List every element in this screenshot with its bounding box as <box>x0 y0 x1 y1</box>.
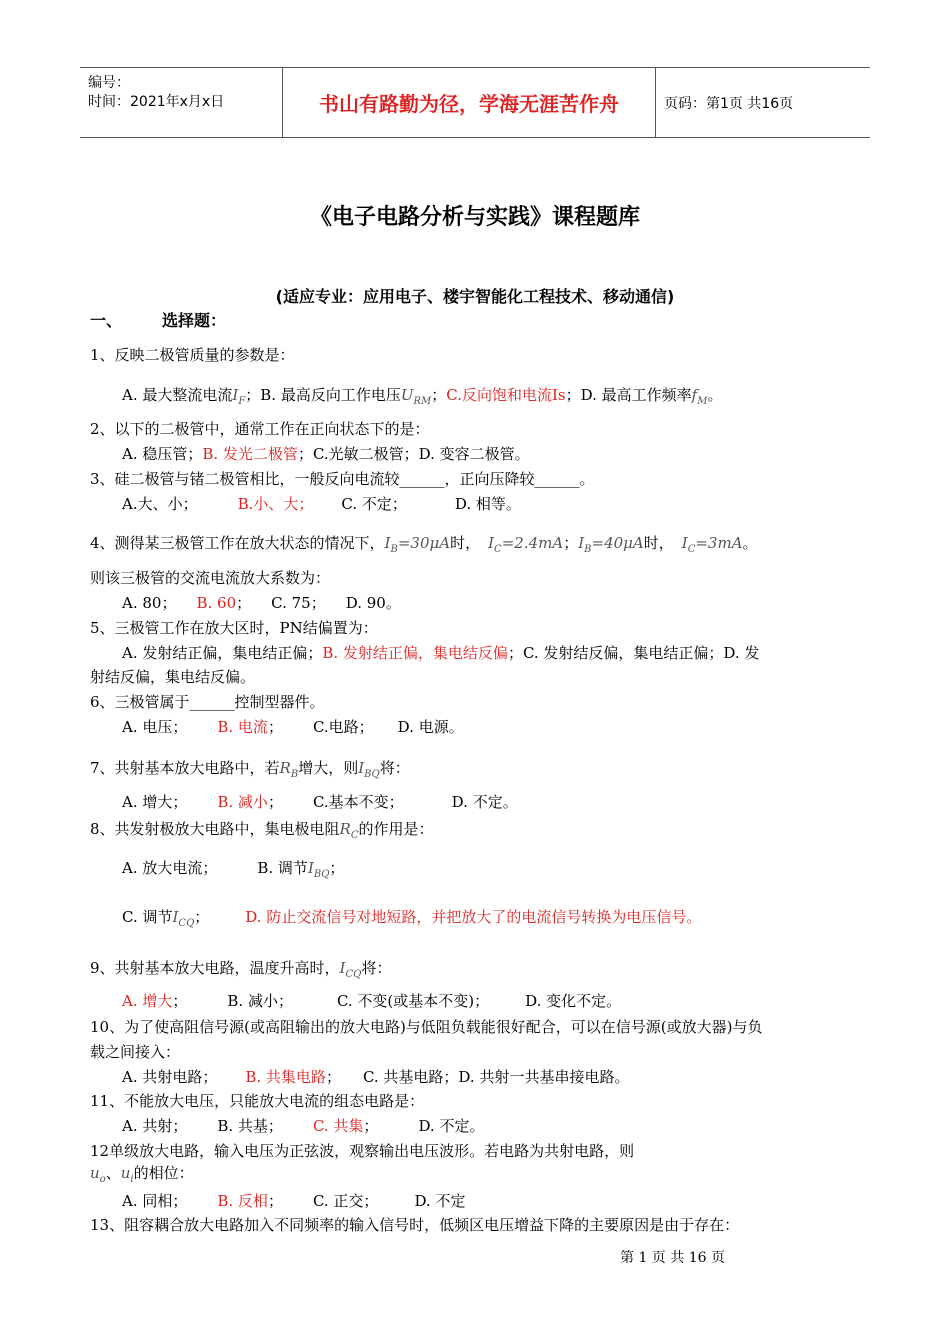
answer: B. 发光二极管 <box>202 445 298 463</box>
question-7: 7、共射基本放大电路中，若$R_B$增大，则$I_{BQ}$将： <box>90 759 410 780</box>
question-10: 10、为了使高阻信号源(或高阻输出的放大电路)与低阻负载能很好配合，可以在信号源(或放大器)与负 <box>90 1018 763 1036</box>
formula-urm: $U_{RM}$ <box>400 386 432 407</box>
formula-ic1: $I_C=2.4mA$ <box>488 534 564 555</box>
answer: B. 电流 <box>217 718 268 736</box>
formula-rc: $R_C$ <box>339 820 359 841</box>
formula-ib1: $I_B=30\mu A$ <box>384 534 451 555</box>
question-13: 13、阻容耦合放大电路加入不同频率的输入信号时，低频区电压增益下降的主要原因是由于存在： <box>90 1216 740 1234</box>
question-1-options: A. 最大整流电流$I_F$；B. 最高反向工作电压$U_{RM}$；C.反向饱和电流Is；D. 最高工作频率$f_M$。 <box>122 386 723 407</box>
answer: B. 反相 <box>217 1192 268 1210</box>
formula-fm: $f_M$ <box>691 386 708 407</box>
question-12-options: A. 同相； B. 反相； C. 正交； D. 不定 <box>122 1192 466 1210</box>
formula-uo: $u_o$ <box>90 1164 106 1185</box>
question-9-options: A. 增大； B. 减小； C. 不变(或基本不变)； D. 变化不定。 <box>122 992 622 1010</box>
formula-ui: $u_i$ <box>120 1164 134 1185</box>
question-4-cont: 则该三极管的交流电流放大系数为： <box>90 569 331 587</box>
question-8-options-ab: A. 放大电流； B. 调节$I_{BQ}$； <box>122 859 345 880</box>
question-10-cont: 载之间接入： <box>90 1043 181 1061</box>
page-title: 《电子电路分析与实践》课程题库 <box>309 205 640 230</box>
formula-ic2: $I_C=3mA$ <box>681 534 743 555</box>
question-8-options-cd: C. 调节$I_{CQ}$； D. 防止交流信号对地短路，并把放大了的电流信号转换为电压信号。 <box>122 908 702 929</box>
question-8: 8、共发射极放大电路中，集电极电阻$R_C$的作用是： <box>90 820 434 841</box>
question-7-options: A. 增大； B. 减小； C.基本不变； D. 不定。 <box>122 793 518 811</box>
page-subtitle: (适应专业：应用电子、楼宇智能化工程技术、移动通信) <box>275 287 675 306</box>
question-6-options: A. 电压； B. 电流； C.电路； D. 电源。 <box>122 718 464 736</box>
formula-if: $I_F$ <box>232 386 246 407</box>
question-2: 2、以下的二极管中，通常工作在正向状态下的是： <box>90 420 430 438</box>
question-5: 5、三极管工作在放大区时，PN结偏置为： <box>90 619 378 637</box>
page-footer: 第 1 页 共 16 页 <box>620 1250 725 1266</box>
formula-ibq: $I_{BQ}$ <box>307 859 330 880</box>
question-9: 9、共射基本放大电路，温度升高时，$I_{CQ}$将： <box>90 959 392 980</box>
question-12: 12单级放大电路，输入电压为正弦波，观察输出电压波形。若电路为共射电路，则 <box>90 1142 635 1160</box>
date-label: 时间：2021年x月x日 <box>88 94 225 110</box>
formula-ib2: $I_B=40\mu A$ <box>578 534 644 555</box>
answer: C.反向饱和电流Is <box>446 386 566 404</box>
answer: A. 增大 <box>122 992 173 1010</box>
number-label: 编号： <box>88 75 130 91</box>
question-4-options: A. 80； B. 60； C. 75； D. 90。 <box>122 594 401 612</box>
question-3-options: A.大、小； B.小、大； C. 不定； D. 相等。 <box>122 495 521 513</box>
question-3: 3、硅二极管与锗二极管相比，一般反向电流较______，正向压降较______。 <box>90 470 595 488</box>
page-header <box>80 67 870 138</box>
header-page-label: 页码：第1页 共16页 <box>664 95 794 112</box>
question-11-options: A. 共射； B. 共基； C. 共集； D. 不定。 <box>122 1117 485 1135</box>
question-6: 6、三极管属于______控制型器件。 <box>90 693 325 711</box>
question-1: 1、反映二极管质量的参数是： <box>90 346 295 364</box>
header-motto: 书山有路勤为径，学海无涯苦作舟 <box>282 68 656 137</box>
answer: D. 防止交流信号对地短路，并把放大了的电流信号转换为电压信号。 <box>245 908 702 926</box>
answer: B. 减小 <box>217 793 268 811</box>
question-5-cont: 射结反偏，集电结反偏。 <box>90 668 256 686</box>
answer: B. 共集电路 <box>245 1068 326 1086</box>
question-11: 11、不能放大电压，只能放大电流的组态电路是： <box>90 1092 425 1110</box>
question-10-options: A. 共射电路； B. 共集电路； C. 共基电路；D. 共射一共基串接电路。 <box>122 1068 630 1086</box>
question-12-cont: $u_o$、$u_i$的相位： <box>90 1164 194 1185</box>
formula-icq: $I_{CQ}$ <box>172 908 195 929</box>
answer: B. 60 <box>196 594 237 612</box>
section-heading: 一、 选择题： <box>90 311 227 330</box>
answer: C. 共集 <box>312 1117 364 1135</box>
header-meta <box>88 74 224 112</box>
answer: B.小、大； <box>237 495 314 513</box>
answer: B. 发射结正偏，集电结反偏 <box>322 644 508 662</box>
formula-icq: $I_{CQ}$ <box>339 959 362 980</box>
formula-rb: $R_B$ <box>279 759 299 780</box>
question-5-options: A. 发射结正偏，集电结正偏；B. 发射结正偏，集电结反偏；C. 发射结反偏，集电结正偏；D. 发 <box>122 644 760 662</box>
question-4: 4、测得某三极管工作在放大状态的情况下，$I_B=30\mu A$时， $I_C=2.4mA$；$I_B=40\mu A$时， $I_C=3mA$。 <box>90 534 758 555</box>
question-2-options: A. 稳压管；B. 发光二极管；C.光敏二极管；D. 变容二极管。 <box>122 445 530 463</box>
formula-ibq: $I_{BQ}$ <box>358 759 380 780</box>
